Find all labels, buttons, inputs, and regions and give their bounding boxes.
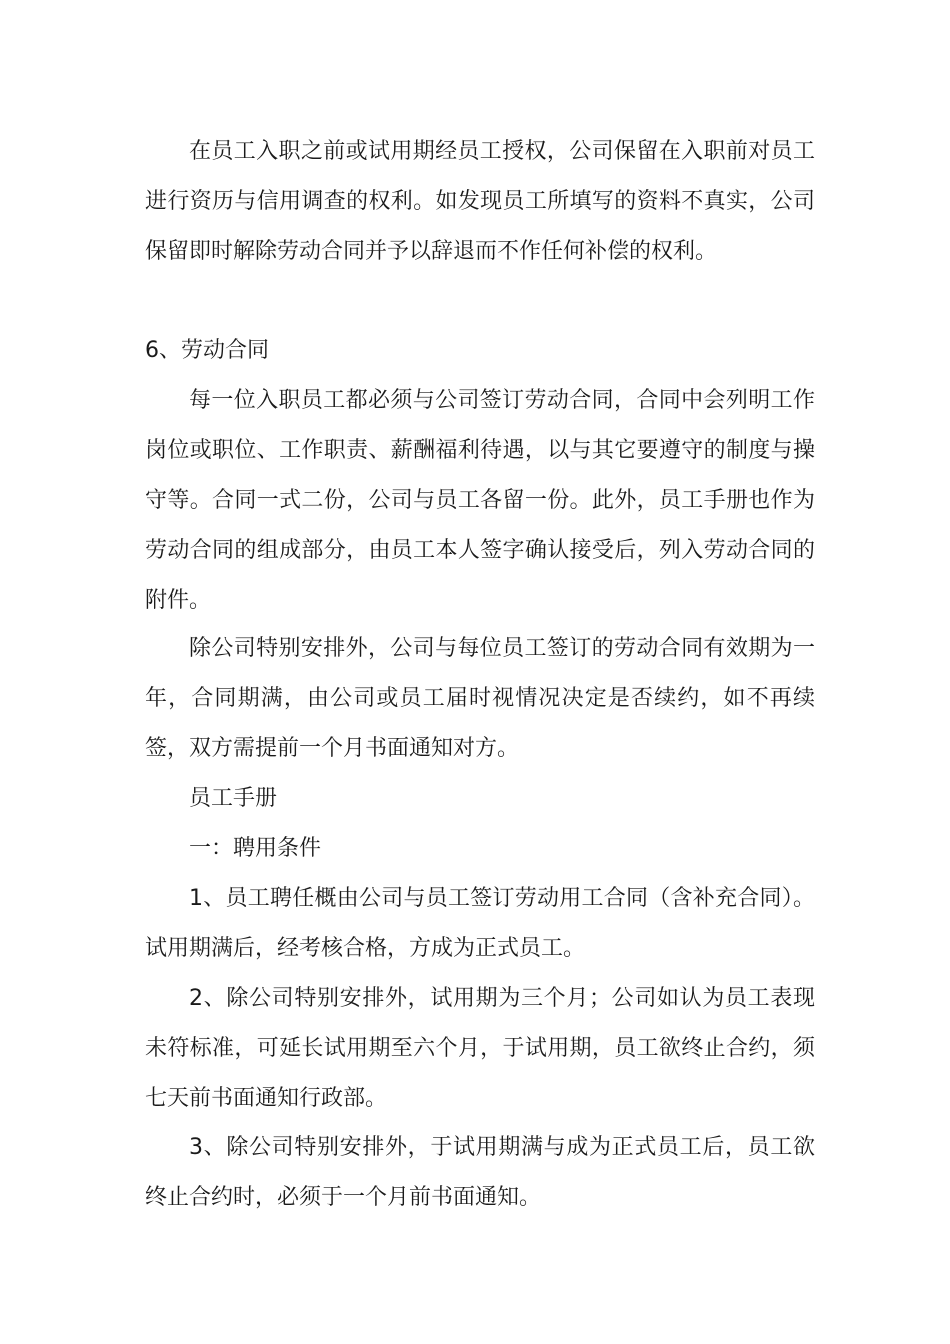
handbook-title: 员工手册 bbox=[189, 786, 278, 811]
list-item-1: 1、员工聘任概由公司与员工签订劳动用工合同（含补充合同）。试用期满后，经考核合格，方成为正式员工。 bbox=[145, 886, 815, 961]
paragraph-background-check: 在员工入职之前或试用期经员工授权，公司保留在入职前对员工进行资历与信用调查的权利。如发现员工所填写的资料不真实，公司保留即时解除劳动合同并予以辞退而不作任何补偿的权利。 bbox=[145, 139, 815, 264]
section-heading-labor-contract: 6、劳动合同 bbox=[145, 338, 269, 363]
part-heading-employment-conditions: 一：聘用条件 bbox=[189, 836, 322, 861]
list-item-3: 3、除公司特别安排外，于试用期满与成为正式员工后，员工欲终止合约时，必须于一个月前书面通知。 bbox=[145, 1135, 815, 1210]
list-item-2: 2、除公司特别安排外，试用期为三个月；公司如认为员工表现未符标准，可延长试用期至六个月，于试用期，员工欲终止合约，须七天前书面通知行政部。 bbox=[145, 986, 815, 1111]
paragraph-contract-term: 除公司特别安排外，公司与每位员工签订的劳动合同有效期为一年，合同期满，由公司或员工届时视情况决定是否续约，如不再续签，双方需提前一个月书面通知对方。 bbox=[145, 636, 815, 761]
paragraph-contract-signing: 每一位入职员工都必须与公司签订劳动合同，合同中会列明工作岗位或职位、工作职责、薪酬福利待遇，以与其它要遵守的制度与操守等。合同一式二份，公司与员工各留一份。此外，员工手册也作为劳动合同的组成部分，由员工本人签字确认接受后，列入劳动合同的附件。 bbox=[145, 388, 815, 613]
